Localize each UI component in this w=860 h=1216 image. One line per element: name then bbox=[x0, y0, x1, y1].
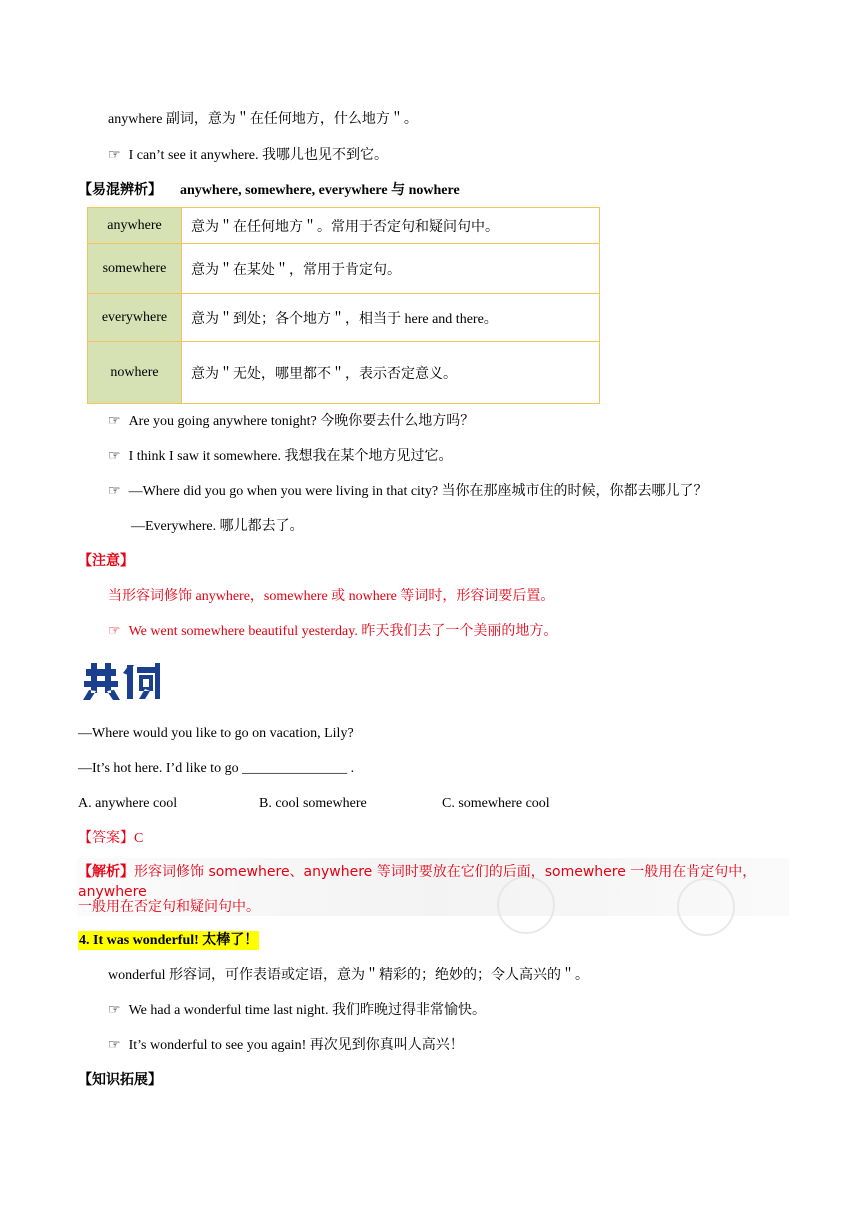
question-line-2: —It’s hot here. I’d like to go _______________ . bbox=[78, 761, 355, 776]
example-sentence bbox=[108, 1001, 486, 1021]
example-sentence bbox=[108, 1036, 464, 1056]
confusion-heading bbox=[78, 181, 460, 201]
note-text: 当形容词修饰 anywhere，somewhere 或 nowhere 等词时，形容词要后置。 bbox=[108, 589, 555, 604]
table-row bbox=[88, 244, 600, 294]
term-cell: somewhere bbox=[88, 244, 182, 294]
logo-text: 典例 bbox=[81, 701, 83, 702]
question-line-1: —Where would you like to go on vacation, Lily? bbox=[78, 726, 354, 741]
option-c: C. somewhere cool bbox=[442, 796, 550, 811]
typical-example-logo bbox=[79, 659, 161, 703]
answer-line bbox=[78, 829, 143, 849]
desc-cell: 意为＂在任何地方＂。常用于否定句和疑问句中。 bbox=[182, 208, 600, 244]
term-cell: anywhere bbox=[88, 208, 182, 244]
table-row bbox=[88, 208, 600, 244]
example-sentence bbox=[108, 146, 388, 166]
desc-cell: 意为＂到处；各个地方＂，相当于 here and there。 bbox=[182, 294, 600, 342]
comparison-table bbox=[87, 207, 600, 404]
example-answer: —Everywhere. 哪儿都去了。 bbox=[131, 519, 304, 534]
pointing-hand-icon: ☞ bbox=[108, 1003, 121, 1018]
option-b: B. cool somewhere bbox=[259, 796, 367, 811]
analysis-text: 形容词修饰 somewhere、anywhere 等词时要放在它们的后面，somewhere 一般用在肯定句中，anywhere bbox=[78, 864, 757, 900]
table-row bbox=[88, 342, 600, 404]
example-sentence bbox=[108, 412, 474, 432]
anywhere-definition: anywhere 副词，意为＂在任何地方，什么地方＂。 bbox=[108, 112, 418, 127]
term-cell: everywhere bbox=[88, 294, 182, 342]
analysis-line-1 bbox=[78, 862, 790, 902]
example-text: Are you going anywhere tonight? 今晚你要去什么地方吗？ bbox=[128, 414, 475, 429]
desc-cell: 意为＂在某处＂，常用于肯定句。 bbox=[182, 244, 600, 294]
example-text: —Where did you go when you were living in that city? 当你在那座城市住的时候，你都去哪儿了？ bbox=[128, 484, 708, 499]
section-title bbox=[78, 931, 259, 951]
option-a: A. anywhere cool bbox=[78, 796, 178, 811]
confusion-title: anywhere, somewhere, everywhere 与 nowhere bbox=[180, 183, 460, 198]
table-row bbox=[88, 294, 600, 342]
example-sentence bbox=[108, 482, 708, 502]
pointing-hand-icon: ☞ bbox=[108, 449, 121, 464]
note-example bbox=[108, 622, 557, 642]
note-heading: 【注意】 bbox=[78, 554, 134, 569]
example-text: I think I saw it somewhere. 我想我在某个地方见过它。 bbox=[128, 449, 453, 464]
analysis-line-2: 一般用在否定句和疑问句中。 bbox=[78, 899, 260, 915]
answer-label: 【答案】 bbox=[78, 831, 134, 846]
term-cell: nowhere bbox=[88, 342, 182, 404]
confusion-label: 【易混辨析】 bbox=[78, 183, 162, 198]
desc-cell: 意为＂无处，哪里都不＂，表示否定意义。 bbox=[182, 342, 600, 404]
pointing-hand-icon: ☞ bbox=[108, 414, 121, 429]
example-text: It’s wonderful to see you again! 再次见到你真叫人高兴！ bbox=[128, 1038, 464, 1053]
answer-value: C bbox=[134, 831, 144, 846]
knowledge-extension-heading: 【知识拓展】 bbox=[78, 1073, 162, 1088]
analysis-label: 【解析】 bbox=[78, 864, 134, 880]
pointing-hand-icon: ☞ bbox=[108, 624, 121, 639]
pointing-hand-icon: ☞ bbox=[108, 1038, 121, 1053]
wonderful-definition: wonderful 形容词，可作表语或定语，意为＂精彩的；绝妙的；令人高兴的＂。 bbox=[108, 968, 590, 983]
example-sentence bbox=[108, 447, 452, 467]
section-title-text: 4. It was wonderful! 太棒了！ bbox=[79, 933, 259, 948]
pointing-hand-icon: ☞ bbox=[108, 148, 121, 163]
pointing-hand-icon: ☞ bbox=[108, 484, 121, 499]
example-text: I can’t see it anywhere. 我哪儿也见不到它。 bbox=[128, 148, 389, 163]
example-text: We went somewhere beautiful yesterday. 昨天我们去了一个美丽的地方。 bbox=[128, 624, 558, 639]
example-text: We had a wonderful time last night. 我们昨晚过得非常愉快。 bbox=[128, 1003, 486, 1018]
